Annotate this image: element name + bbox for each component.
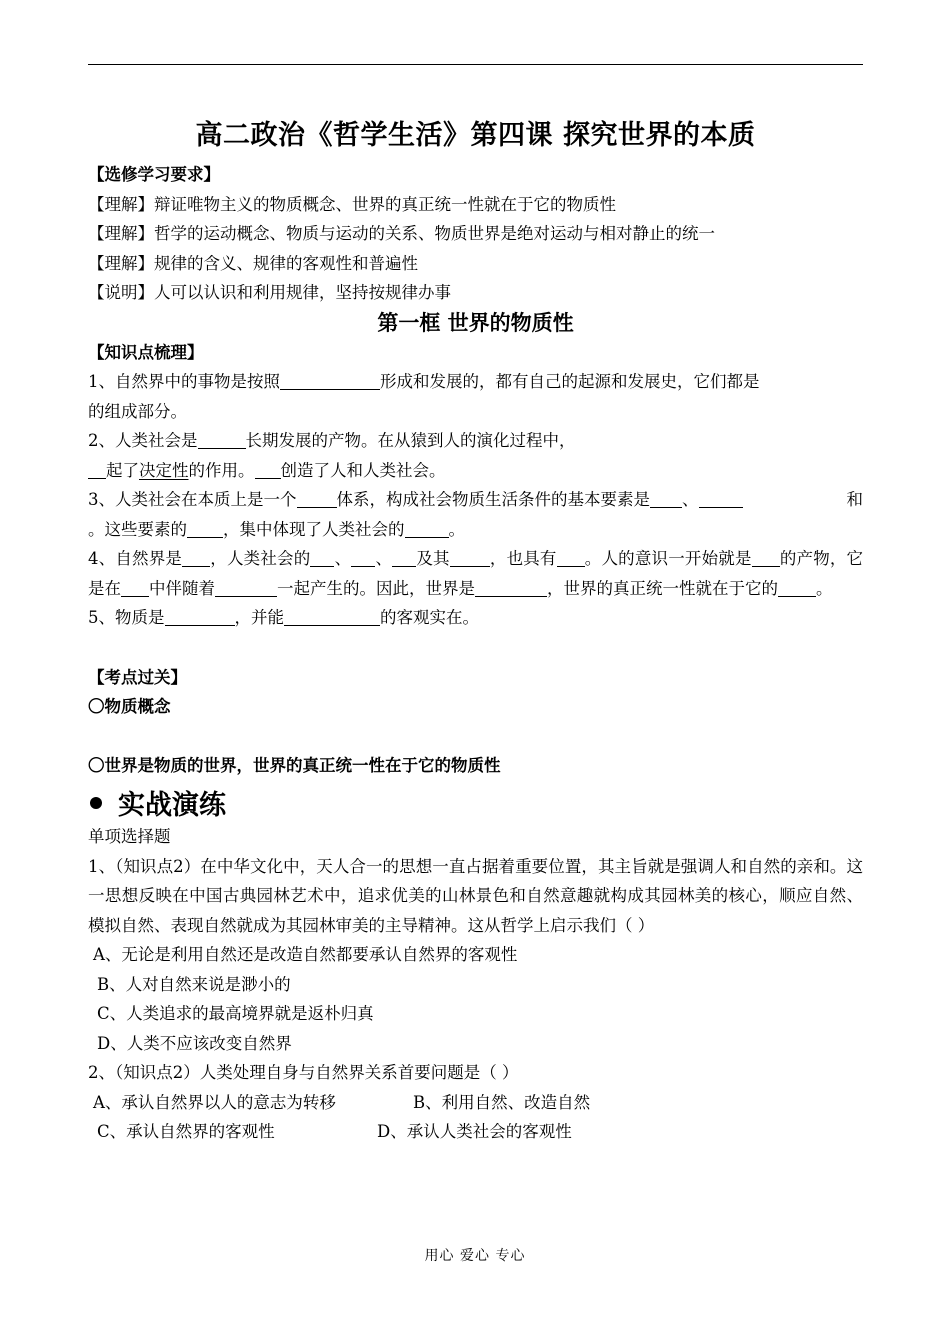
knowledge-item-2: 2、人类社会是 长期发展的产物。在从猿到人的演化过程中， 起了决定性的作用。 创造了人和人类社会。 <box>88 431 576 480</box>
option-c[interactable]: C、人类追求的最高境界就是返朴归真 <box>97 1004 374 1023</box>
practice-heading: 实战演练 <box>88 786 863 826</box>
fill-blank[interactable] <box>215 579 277 597</box>
option-c[interactable]: C、承认自然界的客观性 <box>97 1122 275 1141</box>
fill-blank[interactable] <box>699 490 743 508</box>
fill-blank[interactable] <box>405 520 449 538</box>
fill-blank[interactable] <box>255 461 281 479</box>
fill-blank[interactable] <box>392 549 416 567</box>
requirement-item: 【理解】辩证唯物主义的物质概念、世界的真正统一性就在于它的物质性 <box>88 194 616 214</box>
knowledge-heading: 【知识点梳理】 <box>88 342 204 362</box>
option-d[interactable]: D、人类不应该改变自然界 <box>97 1033 292 1053</box>
fill-blank[interactable] <box>752 549 780 567</box>
exam-point-2: 〇世界是物质的世界，世界的真正统一性在于它的物质性 <box>88 755 501 775</box>
fill-blank[interactable] <box>475 579 547 597</box>
knowledge-item-3: 3、人类社会在本质上是一个 体系，构成社会物质生活条件的基本要素是 、 和 。这些要素的 ，集中体现了人类社会的 。 <box>88 490 863 539</box>
fill-blank[interactable] <box>121 579 149 597</box>
document-body <box>88 112 863 1147</box>
fill-blank[interactable] <box>198 431 246 449</box>
practice-subheading: 单项选择题 <box>88 827 171 846</box>
question-2-options-row-2 <box>88 1117 863 1147</box>
option-b[interactable]: B、利用自然、改造自然 <box>413 1092 591 1112</box>
question-1: 1、（知识点2）在中华文化中，天人合一的思想一直占据着重要位置，其主旨就是强调人和自然的亲和。这一思想反映在中国古典园林艺术中，追求优美的山林景色和自然意趣就构成其园林美的核心，顺应自然、模拟自然、表现自然就成为其园林审美的主导精神。这从哲学上启示我们（ ） <box>88 856 863 935</box>
option-a[interactable]: A、承认自然界以人的意志为转移 <box>93 1092 336 1112</box>
question-2: 2、（知识点2）人类处理自身与自然界关系首要问题是（ ） <box>88 1063 519 1082</box>
option-d[interactable]: D、承认人类社会的客观性 <box>377 1122 572 1141</box>
header-rule <box>88 64 863 65</box>
requirement-item: 【说明】人可以认识和利用规律，坚持按规律办事 <box>88 283 451 302</box>
exam-point-1: 〇物质概念 <box>88 697 171 716</box>
spacer <box>88 633 863 663</box>
fill-blank[interactable] <box>778 579 816 597</box>
fill-blank[interactable] <box>351 549 375 567</box>
fill-blank[interactable] <box>182 549 210 567</box>
lesson-title: 第一框 世界的物质性 <box>377 309 574 335</box>
page-footer: 用心 爱心 专心 <box>424 1248 526 1264</box>
document-title: 高二政治《哲学生活》第四课 探究世界的本质 <box>195 120 756 151</box>
fill-blank[interactable] <box>310 549 334 567</box>
knowledge-item-5: 5、物质是 ，并能 的客观实在。 <box>88 608 479 627</box>
fill-blank[interactable] <box>284 608 380 626</box>
option-b[interactable]: B、人对自然来说是渺小的 <box>97 974 291 994</box>
fill-blank[interactable] <box>650 490 682 508</box>
fill-blank[interactable] <box>165 608 235 626</box>
question-2-options-row-1 <box>88 1088 863 1118</box>
fill-blank[interactable] <box>88 461 106 479</box>
bullet-icon <box>90 797 102 809</box>
requirement-item: 【理解】哲学的运动概念、物质与运动的关系、物质世界是绝对运动与相对静止的统一 <box>88 224 715 243</box>
option-a[interactable]: A、无论是利用自然还是改造自然都要承认自然界的客观性 <box>93 945 518 964</box>
spacer <box>88 722 863 751</box>
knowledge-item-4: 4、自然界是 ，人类社会的 、 、 及其 ，也具有 。人的意识一开始就是 的产物，它是在 中伴随着 一起产生的。因此，世界是 ，世界的真正统一性就在于它的 。 <box>88 549 864 598</box>
fill-blank[interactable] <box>280 372 380 390</box>
fill-blank[interactable] <box>187 520 223 538</box>
exam-heading: 【考点过关】 <box>88 667 187 687</box>
requirements-heading: 【选修学习要求】 <box>88 165 220 184</box>
requirement-item: 【理解】规律的含义、规律的客观性和普遍性 <box>88 253 418 273</box>
underlined-term: 决定性 <box>139 460 189 480</box>
fill-blank[interactable] <box>557 549 585 567</box>
knowledge-item-1: 1、自然界中的事物是按照 形成和发展的，都有自己的起源和发展史，它们都是 的组成部分。 <box>88 372 760 421</box>
fill-blank[interactable] <box>297 490 337 508</box>
fill-blank[interactable] <box>450 549 490 567</box>
